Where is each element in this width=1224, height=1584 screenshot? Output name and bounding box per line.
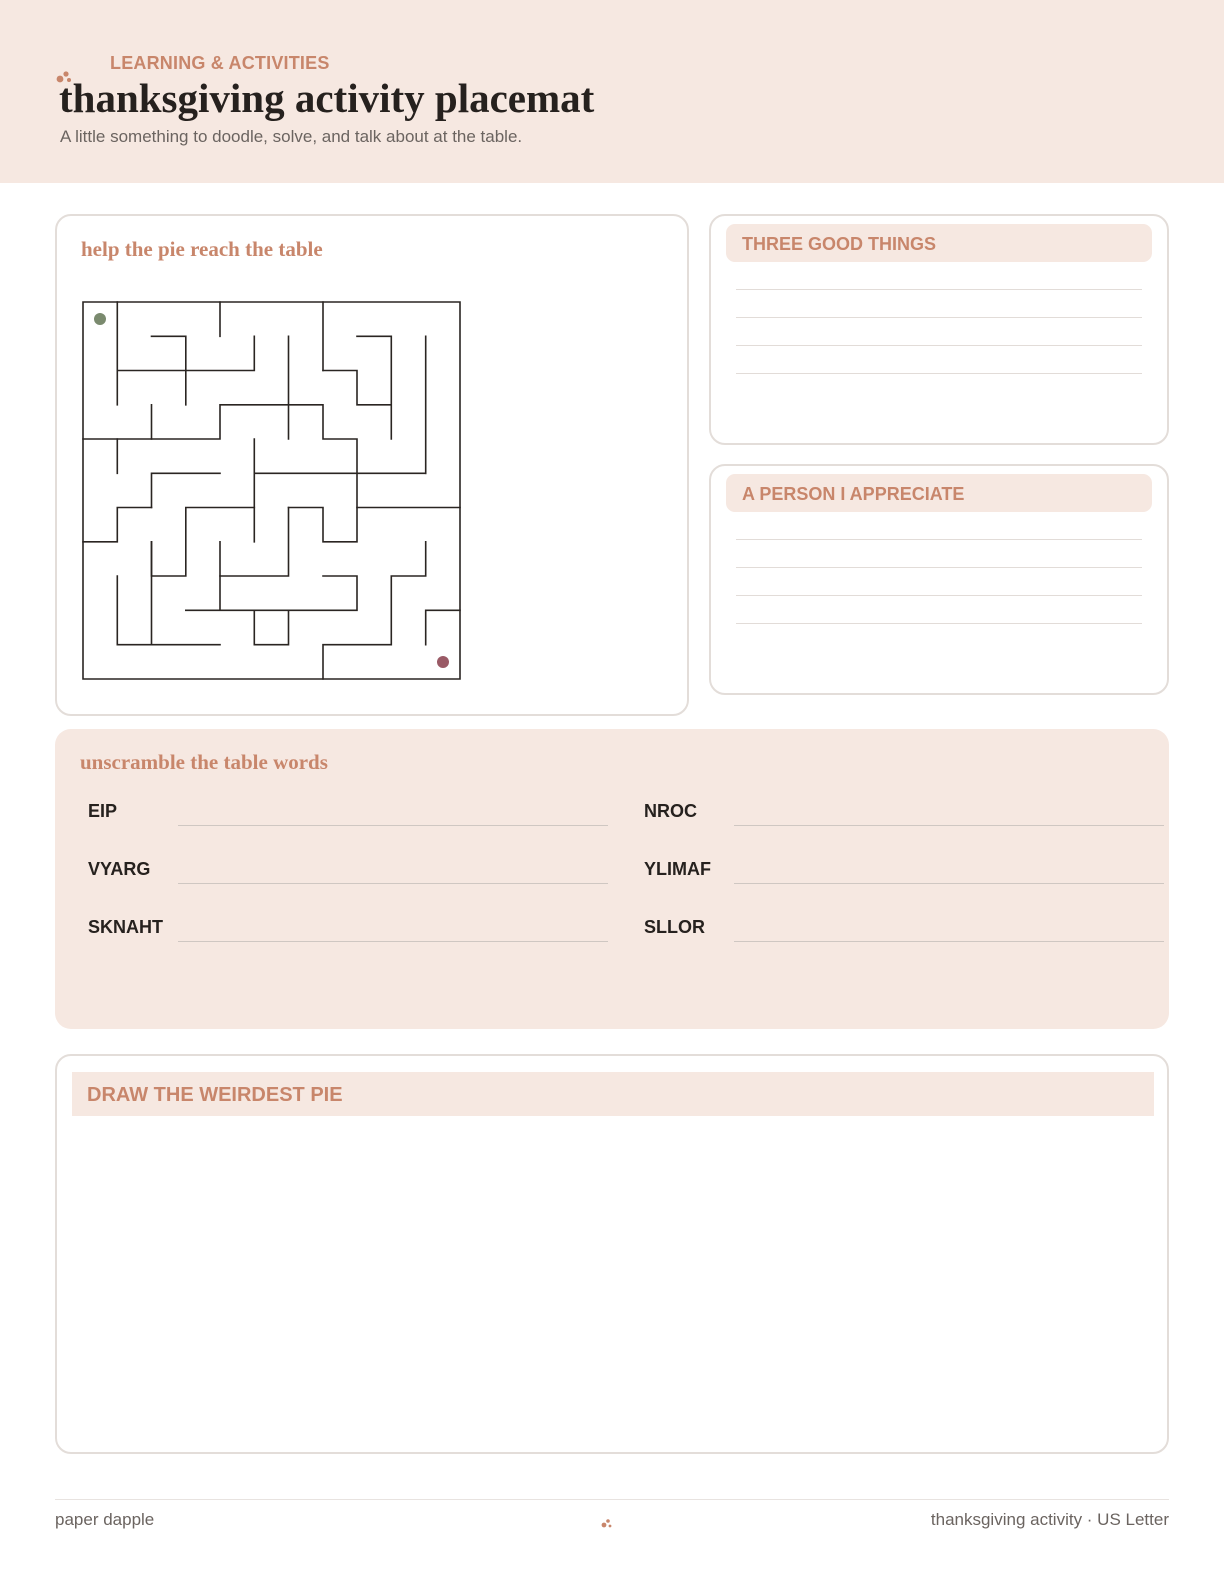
answer-line[interactable] — [734, 941, 1164, 942]
writing-line[interactable] — [736, 289, 1142, 290]
appreciate-heading: A PERSON I APPRECIATE — [742, 484, 965, 504]
answer-line[interactable] — [178, 941, 608, 942]
maze-end-dot — [437, 656, 449, 668]
scramble-card — [55, 729, 1169, 1029]
footer-divider — [55, 1499, 1169, 1500]
header-band — [0, 0, 1224, 183]
scrambled-word: SLLOR — [644, 917, 705, 937]
good-things-header — [726, 224, 1152, 262]
answer-line[interactable] — [178, 825, 608, 826]
maze-card — [55, 214, 689, 716]
writing-line[interactable] — [736, 317, 1142, 318]
writing-line[interactable] — [736, 623, 1142, 624]
scrambled-word: NROC — [644, 801, 697, 821]
good-things-card — [709, 214, 1169, 445]
page-subtitle: A little something to doodle, solve, and talk about at the table. — [60, 127, 523, 146]
writing-line[interactable] — [736, 595, 1142, 596]
appreciate-header — [726, 474, 1152, 512]
scrambled-word: EIP — [88, 801, 118, 821]
maze-walls — [83, 302, 460, 679]
answer-line[interactable] — [734, 883, 1164, 884]
appreciate-card — [709, 464, 1169, 695]
drawing-heading: DRAW THE WEIRDEST PIE — [87, 1084, 343, 1106]
page-title: thanksgiving activity placemat — [59, 75, 595, 121]
drawing-card[interactable] — [55, 1054, 1169, 1454]
footer-brand: paper dapple — [55, 1510, 155, 1529]
good-things-heading: THREE GOOD THINGS — [742, 234, 937, 254]
writing-line[interactable] — [736, 539, 1142, 540]
answer-line[interactable] — [178, 883, 608, 884]
section-kicker: LEARNING & ACTIVITIES — [110, 53, 330, 73]
writing-line[interactable] — [736, 373, 1142, 374]
answer-line[interactable] — [734, 825, 1164, 826]
maze-heading: help the pie reach the table — [81, 237, 323, 261]
maze-grid[interactable] — [81, 300, 463, 682]
maze-start-dot — [94, 313, 106, 325]
footer-doc-label: thanksgiving activity · US Letter — [930, 1510, 1169, 1529]
scrambled-word: YLIMAF — [644, 859, 711, 879]
writing-line[interactable] — [736, 567, 1142, 568]
writing-line[interactable] — [736, 345, 1142, 346]
scramble-heading: unscramble the table words — [80, 750, 328, 774]
scrambled-word: VYARG — [88, 859, 151, 879]
scrambled-word: SKNAHT — [88, 917, 163, 937]
drawing-header — [72, 1072, 1154, 1116]
dots-icon — [600, 1516, 614, 1530]
